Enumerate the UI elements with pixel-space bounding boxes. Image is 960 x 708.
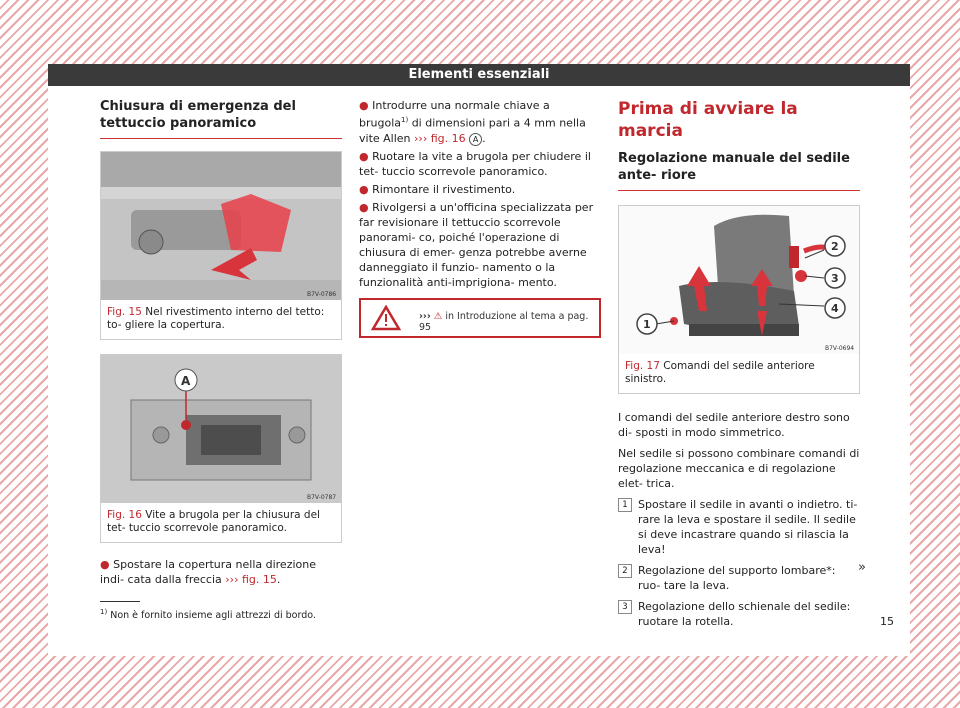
callout-2: 2 bbox=[831, 240, 839, 253]
callout-3: 3 bbox=[831, 272, 839, 285]
bullet-workshop: ● Rivolgersi a un'officina specializzata per far revisionare il tettuccio scorrevole panorami- co, poiché l'operazione di chiusura di emer- genza potrebbe averne danneggiato il funzio- namento o la funzionalità anti-imprigiona- mento. bbox=[359, 200, 594, 289]
figure-16-letter: A bbox=[181, 374, 191, 388]
bullet-insert-key: ● Introdurre una normale chiave a brugola$^{1)}$ di dimensioni pari a 4 mm nella vite Allen ››› fig. 16 A . bbox=[359, 99, 586, 145]
figure-16-label: Fig. 16 bbox=[107, 509, 142, 521]
callout-1: 1 bbox=[643, 318, 651, 331]
warning-reference[interactable]: ››› ⚠ in Introduzione al tema a pag. 95 bbox=[419, 310, 589, 333]
figure-17-text: Comandi del sedile anteriore sinistro. bbox=[625, 360, 815, 385]
figure-17-image bbox=[619, 206, 859, 354]
continue-marker: » bbox=[858, 560, 866, 575]
section-title: Prima di avviare la marcia bbox=[618, 99, 798, 141]
page-header: Elementi essenziali bbox=[48, 64, 910, 86]
figure-16-code: B7V-0787 bbox=[307, 494, 337, 501]
figure-15-code: B7V-0786 bbox=[307, 291, 337, 298]
warning-box bbox=[359, 298, 601, 338]
figure-15-text: Nel rivestimento interno del tetto: to- gliere la copertura. bbox=[107, 306, 325, 331]
figure-16-caption bbox=[101, 503, 341, 542]
bullet-refit-lining: ● Rimontare il rivestimento. bbox=[359, 182, 516, 196]
warning-triangle-icon bbox=[371, 305, 401, 331]
fig-16-link[interactable]: ››› fig. 16 bbox=[414, 131, 466, 145]
fig-15-link[interactable]: ››› fig. 15 bbox=[225, 573, 277, 586]
figure-16-image bbox=[101, 355, 341, 503]
figure-15-caption bbox=[101, 300, 341, 339]
figure-17-label: Fig. 17 bbox=[625, 360, 660, 372]
callout-4: 4 bbox=[831, 302, 839, 315]
figure-16-text: Vite a brugola per la chiusura del tet- tuccio scorrevole panoramico. bbox=[107, 509, 320, 534]
roof-lining-illustration bbox=[101, 152, 341, 300]
page-number: 15 bbox=[880, 615, 894, 628]
seat-controls-illustration bbox=[619, 206, 859, 354]
figure-17 bbox=[618, 205, 860, 394]
bullet-move-cover: ● Spostare la copertura nella direzione indi- cata dalla freccia ››› fig. 15. bbox=[100, 558, 316, 586]
figure-16 bbox=[100, 354, 342, 543]
footnote-divider bbox=[100, 601, 140, 602]
subsection-heading: Regolazione manuale del sedile ante- riore bbox=[618, 150, 860, 191]
figure-15-label: Fig. 15 bbox=[107, 306, 142, 318]
figure-17-caption bbox=[619, 354, 859, 393]
list-item: 2 Regolazione del supporto lombare*: ruo- tare la leva. bbox=[618, 563, 860, 593]
section-heading: Chiusura di emergenza del tettuccio panoramico bbox=[100, 98, 342, 139]
footnote: $^{1)}$ Non è fornito insieme agli attrezzi di bordo. bbox=[100, 608, 316, 622]
allen-screw-illustration bbox=[101, 355, 341, 503]
paragraph-combined-controls: Nel sedile si possono combinare comandi di regolazione meccanica e di regolazione elet- trica. bbox=[618, 447, 860, 490]
column-middle bbox=[359, 98, 601, 338]
column-right bbox=[618, 98, 860, 635]
paragraph-symmetric: I comandi del sedile anteriore destro sono di- sposti in modo simmetrico. bbox=[618, 411, 850, 439]
figure-15-image bbox=[101, 152, 341, 300]
list-item: 1 Spostare il sedile in avanti o indietro. ti- rare la leva e spostare il sedile. Il sedile si deve incastrare quando si rilascia la leva! bbox=[618, 497, 860, 557]
list-item: 3 Regolazione dello schienale del sedile: ruotare la rotella. bbox=[618, 599, 860, 629]
bullet-rotate-screw: ● Ruotare la vite a brugola per chiudere il tet- tuccio scorrevole panoramico. bbox=[359, 149, 591, 178]
column-left bbox=[100, 98, 342, 590]
figure-15 bbox=[100, 151, 342, 340]
figure-17-code: B7V-0694 bbox=[825, 345, 855, 352]
badge-a: A bbox=[469, 133, 482, 146]
